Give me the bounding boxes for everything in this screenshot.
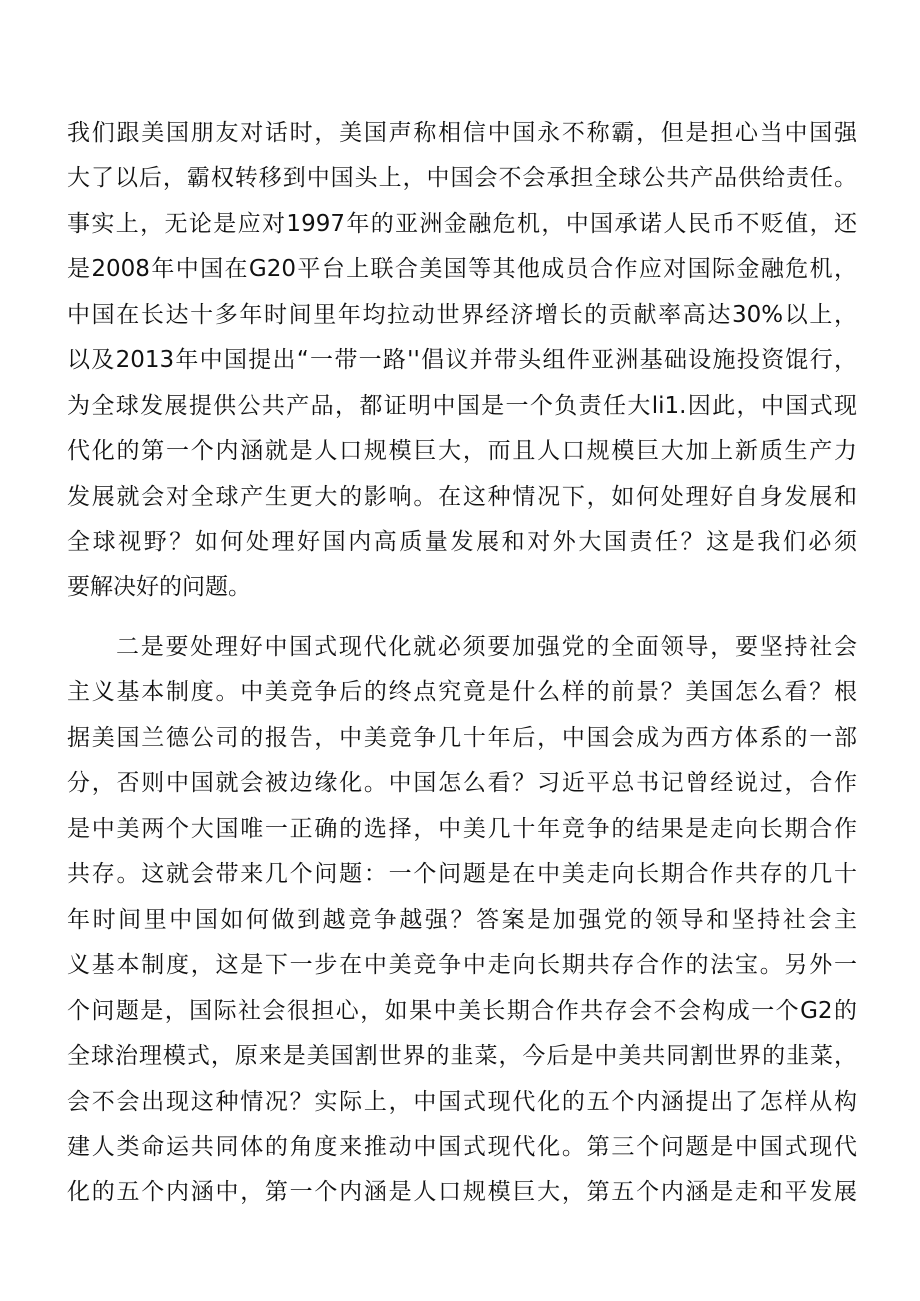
text-line: 事实上，无论是应对1997年的亚洲金融危机，中国承诺人民币不贬值，还 [67,211,857,237]
text-line: 共存。这就会带来几个问题：一个问题是在中美走向长期合作共存的几十 [67,861,857,887]
text-line: 要解决好的问题。 [67,574,251,600]
text-line: 分，否则中国就会被边缘化。中国怎么看？习近平总书记曾经说过，合作 [67,770,857,796]
text-line: 化的五个内涵中，第一个内涵是人口规模巨大，第五个内涵是走和平发展 [67,1179,857,1205]
text-line: 据美国兰德公司的报告，中美竞争几十年后，中国会成为西方体系的一部 [67,725,857,751]
text-line: 我们跟美国朋友对话时，美国声称相信中国永不称霸，但是担心当中国强 [67,120,857,146]
text-line: 个问题是，国际社会很担心，如果中美长期合作共存会不会构成一个G2的 [67,998,857,1024]
text-line: 全球视野？如何处理好国内高质量发展和对外大国责任？这是我们必须 [67,529,857,555]
text-line: 是中美两个大国唯一正确的选择，中美几十年竞争的结果是走向长期合作 [67,816,857,842]
text-line: 会不会出现这种情况？实际上，中国式现代化的五个内涵提出了怎样从构 [67,1089,857,1115]
text-line: 以及2013年中国提出“一带一路''倡议并带头组件亚洲基础设施投资馄行， [67,347,857,373]
text-line: 大了以后，霸权转移到中国头上，中国会不会承担全球公共产品供给责任。 [67,165,857,191]
text-line: 是2008年中国在G20平台上联合美国等其他成员合作应对国际金融危机， [67,256,857,282]
text-line: 代化的第一个内涵就是人口规模巨大，而且人口规模巨大加上新质生产力 [67,438,857,464]
text-line: 二是要处理好中国式现代化就必须要加强党的全面领导，要坚持社会 [116,634,857,660]
text-line: 全球治理模式，原来是美国割世界的韭菜，今后是中美共同割世界的韭菜， [67,1043,857,1069]
text-line: 中国在长达十多年时间里年均拉动世界经济增长的贡献率高达30%以上， [67,302,857,328]
text-line: 年时间里中国如何做到越竞争越强？答案是加强党的领导和坚持社会主 [67,907,857,933]
text-line: 发展就会对全球产生更大的影响。在这种情况下，如何处理好自身发展和 [67,484,857,510]
text-line: 主义基本制度。中美竞争后的终点究竟是什么样的前景？美国怎么看？根 [67,679,857,705]
text-line: 义基本制度，这是下一步在中美竞争中走向长期共存合作的法宝。另外一 [67,952,857,978]
text-line: 建人类命运共同体的角度来推动中国式现代化。第三个问题是中国式现代 [67,1134,857,1160]
text-line: 为全球发展提供公共产品，都证明中国是一个负责任大li1.因此，中国式现 [67,393,857,419]
